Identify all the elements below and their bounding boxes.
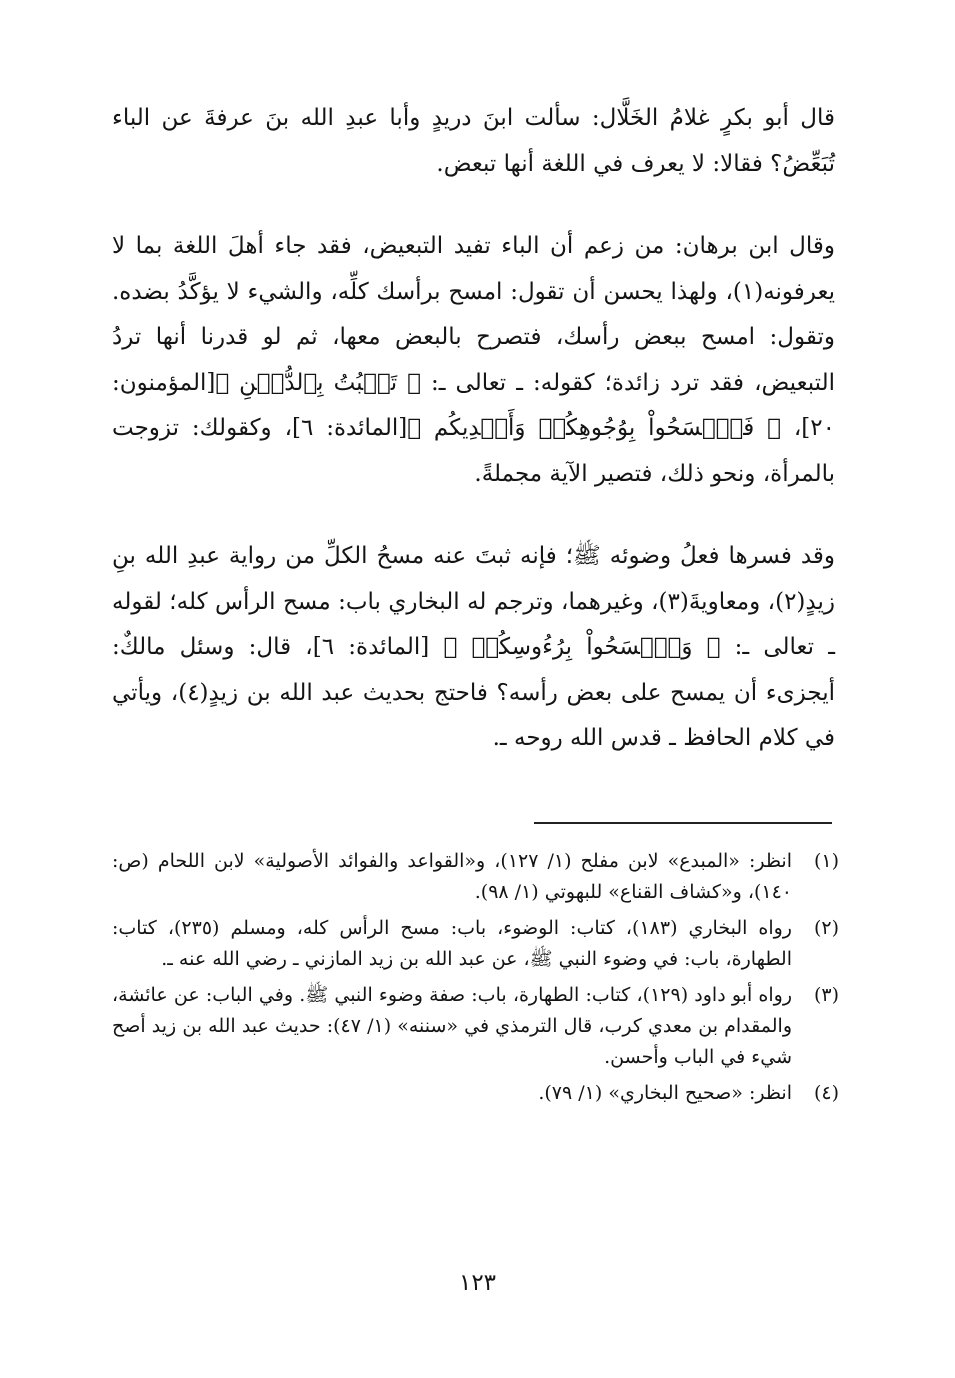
paragraph: قال أبو بكرٍ غلامُ الخَلَّال: سألت ابنَ دريدٍ وأبا عبدِ الله بنَ عرفةَ عن الباء تُبَعِّضُ؟ فقالا: لا يعرف في اللغة أنها تبعض. <box>112 105 835 177</box>
footnote-number: (٣) <box>813 984 839 1006</box>
footnote <box>112 846 839 908</box>
footnote <box>112 980 839 1073</box>
footnote-number: (١) <box>813 850 839 872</box>
paragraph: وقال ابن برهان: من زعم أن الباء تفيد التبعيض، فقد جاء أهلَ اللغة بما لا يعرفونه(١)، ولهذا يحسن أن تقول: امسح برأسك كلِّه، والشيء لا يؤكَّدُ بضده. وتقول: امسح ببعض رأسك، فتصرح بالبعض معها، ثم لو قدرنا أنها تردُ التبعيض، فقد ترد زائدة؛ كقوله: ـ تعالى ـ: ﴿ تَنۢبُتُ بِٱلدُّهۡنِ ﴾[المؤمنون: ٢٠]، ﴿ فَٱمۡسَحُواْ بِوُجُوهِكُمۡ وَأَيۡدِيكُم ﴾[المائدة: ٦]، وكقولك: تزوجت بالمرأة، ونحو ذلك، فتصير الآية مجملةً. <box>112 233 835 487</box>
footnote-text: رواه البخاري (١٨٣)، كتاب: الوضوء، باب: مسح الرأس كله، ومسلم (٢٣٥)، كتاب: الطهارة، باب: في وضوء النبي ﷺ، عن عبد الله بن زيد المازني ـ رضي الله عنه ـ. <box>112 917 792 970</box>
footnote-text: انظر: «صحيح البخاري» (١/ ٧٩). <box>538 1082 792 1104</box>
footnote-text: رواه أبو داود (١٢٩)، كتاب: الطهارة، باب: صفة وضوء النبي ﷺ. وفي الباب: عن عائشة، والمقدام بن معدي كرب، قال الترمذي في «سننه» (١/ ٤٧): حديث عبد الله بن زيد أصح شيء في الباب وأحسن. <box>112 984 792 1068</box>
footnote-number: (٢) <box>813 917 839 939</box>
footnote <box>112 1078 839 1109</box>
footnote-number: (٤) <box>813 1082 839 1104</box>
main-text <box>112 96 835 762</box>
footnote-text: انظر: «المبدع» لابن مفلح (١/ ١٢٧)، و«القواعد والفوائد الأصولية» لابن اللحام (ص: ١٤٠)، و«كشاف القناع» للبهوتي (١/ ٩٨). <box>112 850 792 903</box>
footnotes <box>112 846 839 1114</box>
footnote-divider <box>534 822 832 824</box>
page-number: ١٢٣ <box>458 1270 497 1296</box>
footnote <box>112 913 839 975</box>
paragraph: وقد فسرها فعلُ وضوئه ﷺ؛ فإنه ثبتَ عنه مسحُ الكلِّ من رواية عبدِ الله بنِ زيدٍ(٢)، ومعاويةَ(٣)، وغيرهما، وترجم له البخاري باب: مسح الرأس كله؛ لقوله ـ تعالى ـ: ﴿ وَٱمۡسَحُواْ بِرُءُوسِكُمۡ ﴾ [المائدة: ٦]، قال: وسئل مالكٌ: أيجزىء أن يمسح على بعض رأسه؟ فاحتج بحديث عبد الله بن زيدٍ(٤)، ويأتي في كلام الحافظ ـ قدس الله روحه ـ. <box>112 543 836 751</box>
